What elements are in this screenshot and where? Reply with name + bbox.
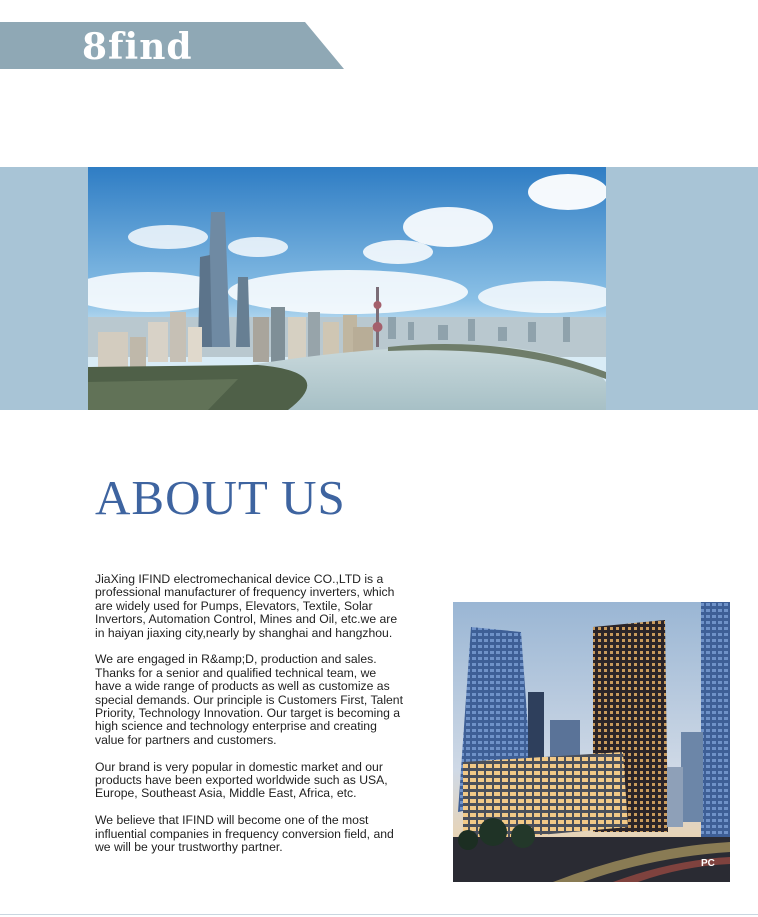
city-skyline-photo	[88, 167, 606, 410]
about-paragraph-vision: We believe that IFIND will become one of the most influential companies in frequency conversion field, and we will be your trustworthy partner.	[95, 813, 394, 855]
about-paragraph-team: We are engaged in R&amp;D, production and sales. Thanks for a senior and qualified technical team, we have a wide range of products as well as customize as special demands. Our principle is Customers First, Talent Priority, Technology Innovation. Our target is becoming a high science and technology enterprise and creating value for partners and customers.	[95, 652, 403, 747]
brand-logo: 8find	[82, 26, 193, 68]
page-bottom-rule	[0, 914, 758, 915]
about-paragraph-brand: Our brand is very popular in domestic market and our products have been exported worldwide such as USA, Europe, Southeast Asia, Middle East, Africa, etc.	[95, 759, 388, 801]
photo-corner-text: PC	[701, 858, 715, 869]
about-paragraph-intro: JiaXing IFIND electromechanical device CO.,LTD is a professional manufacturer of frequency inverters, which are widely used for Pumps, Elevators, Textile, Solar Invertors, Automation Control, Mines and Oil, etc.we are in haiyan jiaxing city,nearly by shanghai and hangzhou.	[95, 572, 398, 640]
page-title: ABOUT US	[95, 470, 346, 525]
office-buildings-photo	[453, 602, 730, 882]
about-body	[95, 573, 405, 868]
